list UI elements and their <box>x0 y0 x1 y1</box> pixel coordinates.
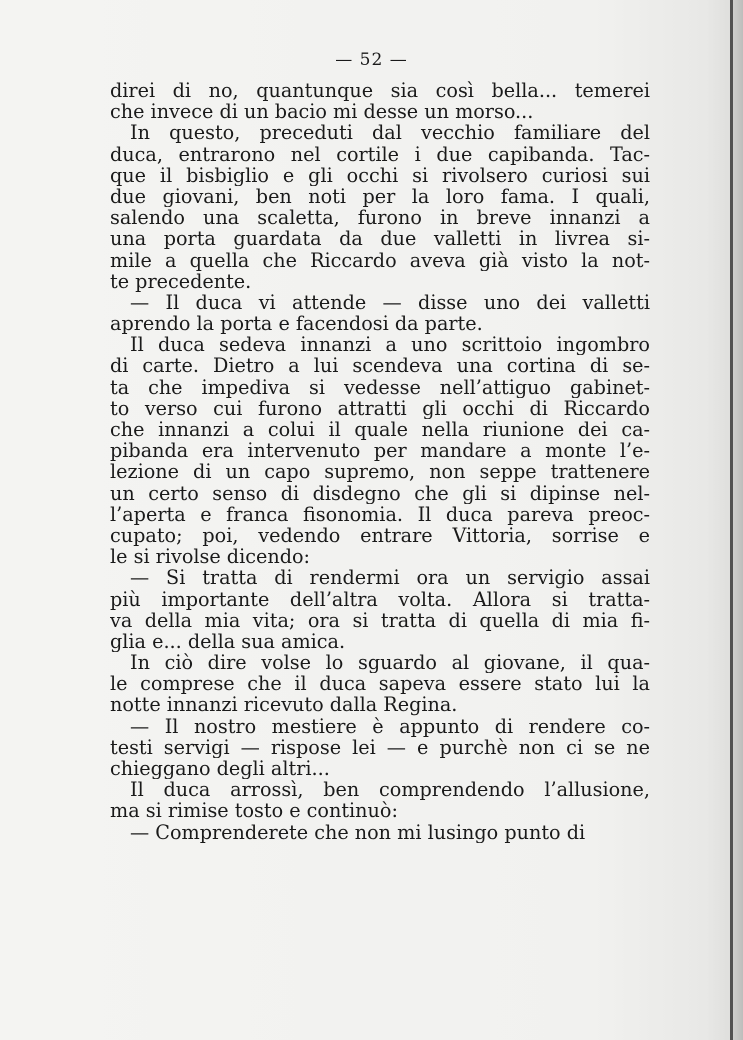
page-edge-shadow <box>733 0 743 1040</box>
text-line: ma si rimise tosto e continuò: <box>110 800 398 822</box>
text-line: più importante dell’altra volta. Allora si tratta- <box>110 588 650 610</box>
text-line: aprendo la porta e facendosi da parte. <box>110 313 483 335</box>
text-line: l’aperta e franca fisonomia. Il duca pareva preoc- <box>110 503 650 525</box>
text-line: pibanda era intervenuto per mandare a monte l’e- <box>110 440 650 462</box>
text-line: testi servigi — rispose lei — e purchè non ci se ne <box>110 736 650 758</box>
text-line: ta che impediva si vedesse nell’attiguo gabinet- <box>110 376 650 398</box>
body-text <box>110 80 650 843</box>
text-line: te precedente. <box>110 270 252 292</box>
page-edge-line <box>730 0 733 1040</box>
page-number: — 52 — <box>335 50 408 70</box>
text-line: che innanzi a colui il quale nella riunione dei ca- <box>110 419 650 441</box>
text-line: lezione di un capo supremo, non seppe trattenere <box>110 461 650 483</box>
text-line: che invece di un bacio mi desse un morso... <box>110 101 534 123</box>
text-line: In questo, preceduti dal vecchio familiare del <box>130 122 650 144</box>
text-line: duca, entrarono nel cortile i due capibanda. Tac- <box>110 143 650 165</box>
text-line: un certo senso di disdegno che gli si dipinse nel- <box>110 482 650 504</box>
text-line: salendo una scaletta, furono in breve innanzi a <box>110 207 650 229</box>
text-line: In ciò dire volse lo sguardo al giovane, il qua- <box>130 652 650 674</box>
text-line: di carte. Dietro a lui scendeva una cortina di se- <box>110 355 650 377</box>
text-line: direi di no, quantunque sia così bella... temerei <box>110 80 650 102</box>
text-line: mile a quella che Riccardo aveva già visto la not- <box>110 249 650 271</box>
text-line: notte innanzi ricevuto dalla Regina. <box>110 694 458 716</box>
text-line: — Si tratta di rendermi ora un servigio assai <box>130 567 650 589</box>
text-line: — Il nostro mestiere è appunto di rendere co- <box>130 715 650 737</box>
text-line: to verso cui furono attratti gli occhi di Riccardo <box>110 397 650 419</box>
text-line: va della mia vita; ora si tratta di quella di mia fi- <box>110 609 650 631</box>
text-line: glia e... della sua amica. <box>110 630 346 653</box>
text-line: chieggano degli altri... <box>110 758 330 780</box>
text-line: Il duca arrossì, ben comprendendo l’allusione, <box>130 779 650 801</box>
text-line: que il bisbiglio e gli occhi si rivolsero curiosi sui <box>110 164 650 186</box>
text-line: Il duca sedeva innanzi a uno scrittoio ingombro <box>130 334 650 356</box>
text-line: — Il duca vi attende — disse uno dei valletti <box>130 291 650 314</box>
text-line: due giovani, ben noti per la loro fama. I quali, <box>110 185 650 208</box>
text-line: le comprese che il duca sapeva essere stato lui la <box>110 673 650 695</box>
text-line: — Comprenderete che non mi lusingo punto di <box>130 821 586 843</box>
text-line: le si rivolse dicendo: <box>110 546 310 568</box>
text-line: cupato; poi, vedendo entrare Vittoria, sorrise e <box>110 524 650 547</box>
text-line: una porta guardata da due valletti in livrea si- <box>110 228 650 250</box>
